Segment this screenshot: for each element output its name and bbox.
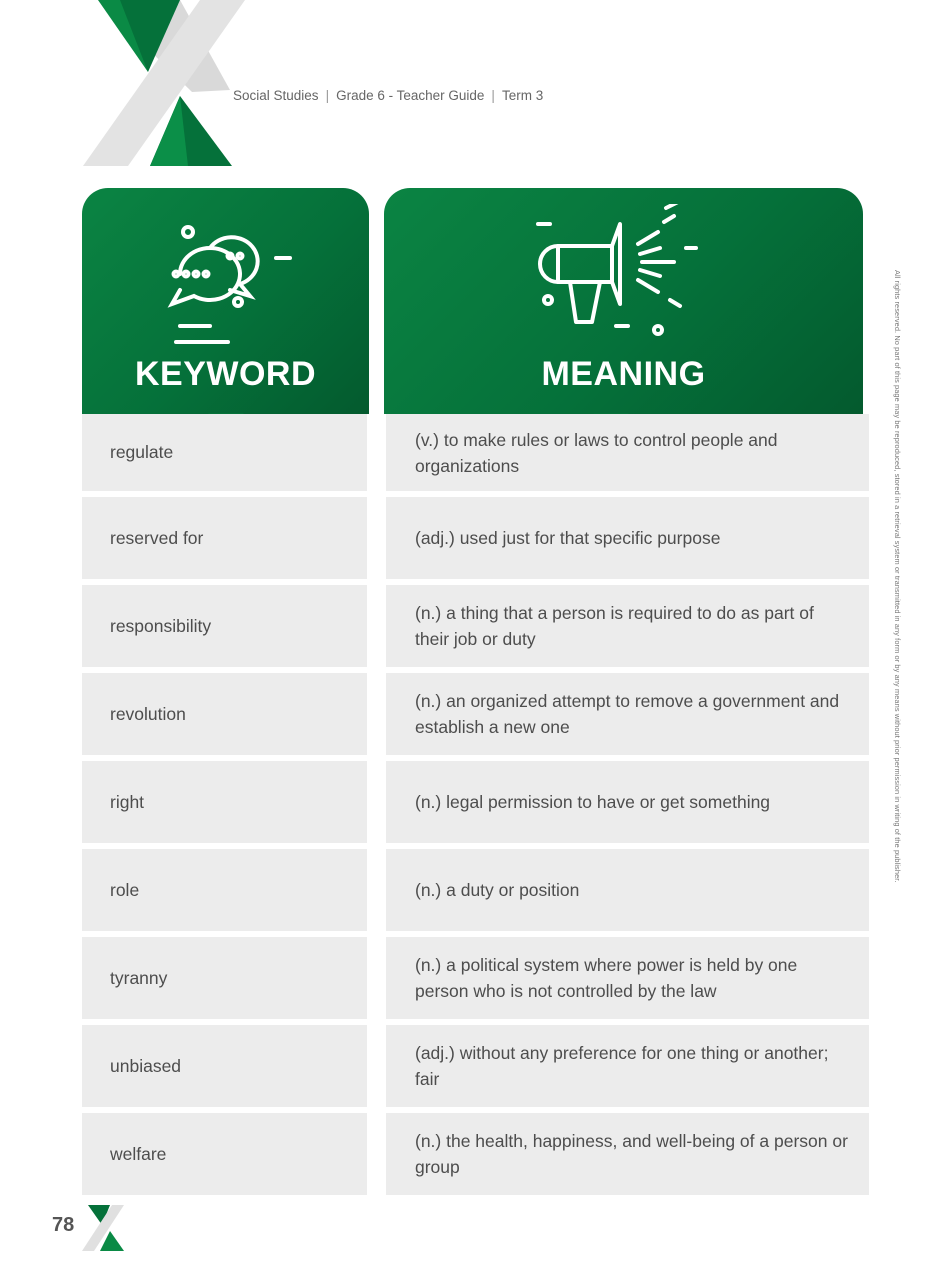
meaning-title: MEANING: [541, 355, 706, 393]
keyword-cell: right: [82, 761, 367, 843]
keyword-title: KEYWORD: [134, 355, 317, 393]
keyword-header: [82, 188, 369, 414]
meaning-cell: (n.) a thing that a person is required to do as part of their job or duty: [386, 585, 869, 667]
meaning-cell: (adj.) used just for that specific purpose: [386, 497, 869, 579]
meaning-cell: (adj.) without any preference for one thing or another; fair: [386, 1025, 869, 1107]
keyword-cell: unbiased: [82, 1025, 367, 1107]
keyword-cell: welfare: [82, 1113, 367, 1195]
copyright-notice: [890, 270, 902, 1010]
megaphone-icon: [534, 204, 714, 344]
header-grade: Grade 6 - Teacher Guide: [336, 88, 485, 103]
meaning-cell: (n.) a political system where power is held by one person who is not controlled by the law: [386, 937, 869, 1019]
page-number: 78: [52, 1214, 75, 1236]
footer-logo: [80, 1205, 126, 1251]
keyword-cell: tyranny: [82, 937, 367, 1019]
meaning-cell: (n.) an organized attempt to remove a government and establish a new one: [386, 673, 869, 755]
meaning-cell: (n.) the health, happiness, and well-being of a person or group: [386, 1113, 869, 1195]
meaning-cell: (v.) to make rules or laws to control people and organizations: [386, 414, 869, 491]
keyword-cell: revolution: [82, 673, 367, 755]
header-term: Term 3: [501, 88, 544, 103]
copyright-text: All rights reserved. No part of this page may be reproduced, stored in a retrieval system or transmitted in any form or by any means without prior permission in writing of the publisher.: [893, 270, 902, 883]
keyword-cell: responsibility: [82, 585, 367, 667]
speech-bubbles-icon: [152, 218, 302, 348]
keyword-cell: reserved for: [82, 497, 367, 579]
keyword-cell: regulate: [82, 414, 367, 491]
running-header: Social Studies | Grade 6 - Teacher Guide | Term 3: [233, 88, 544, 103]
keyword-cell: role: [82, 849, 367, 931]
meaning-header: [384, 188, 863, 414]
brand-logo: [80, 0, 250, 168]
header-subject: Social Studies: [233, 88, 319, 103]
meaning-cell: (n.) a duty or position: [386, 849, 869, 931]
meaning-cell: (n.) legal permission to have or get something: [386, 761, 869, 843]
